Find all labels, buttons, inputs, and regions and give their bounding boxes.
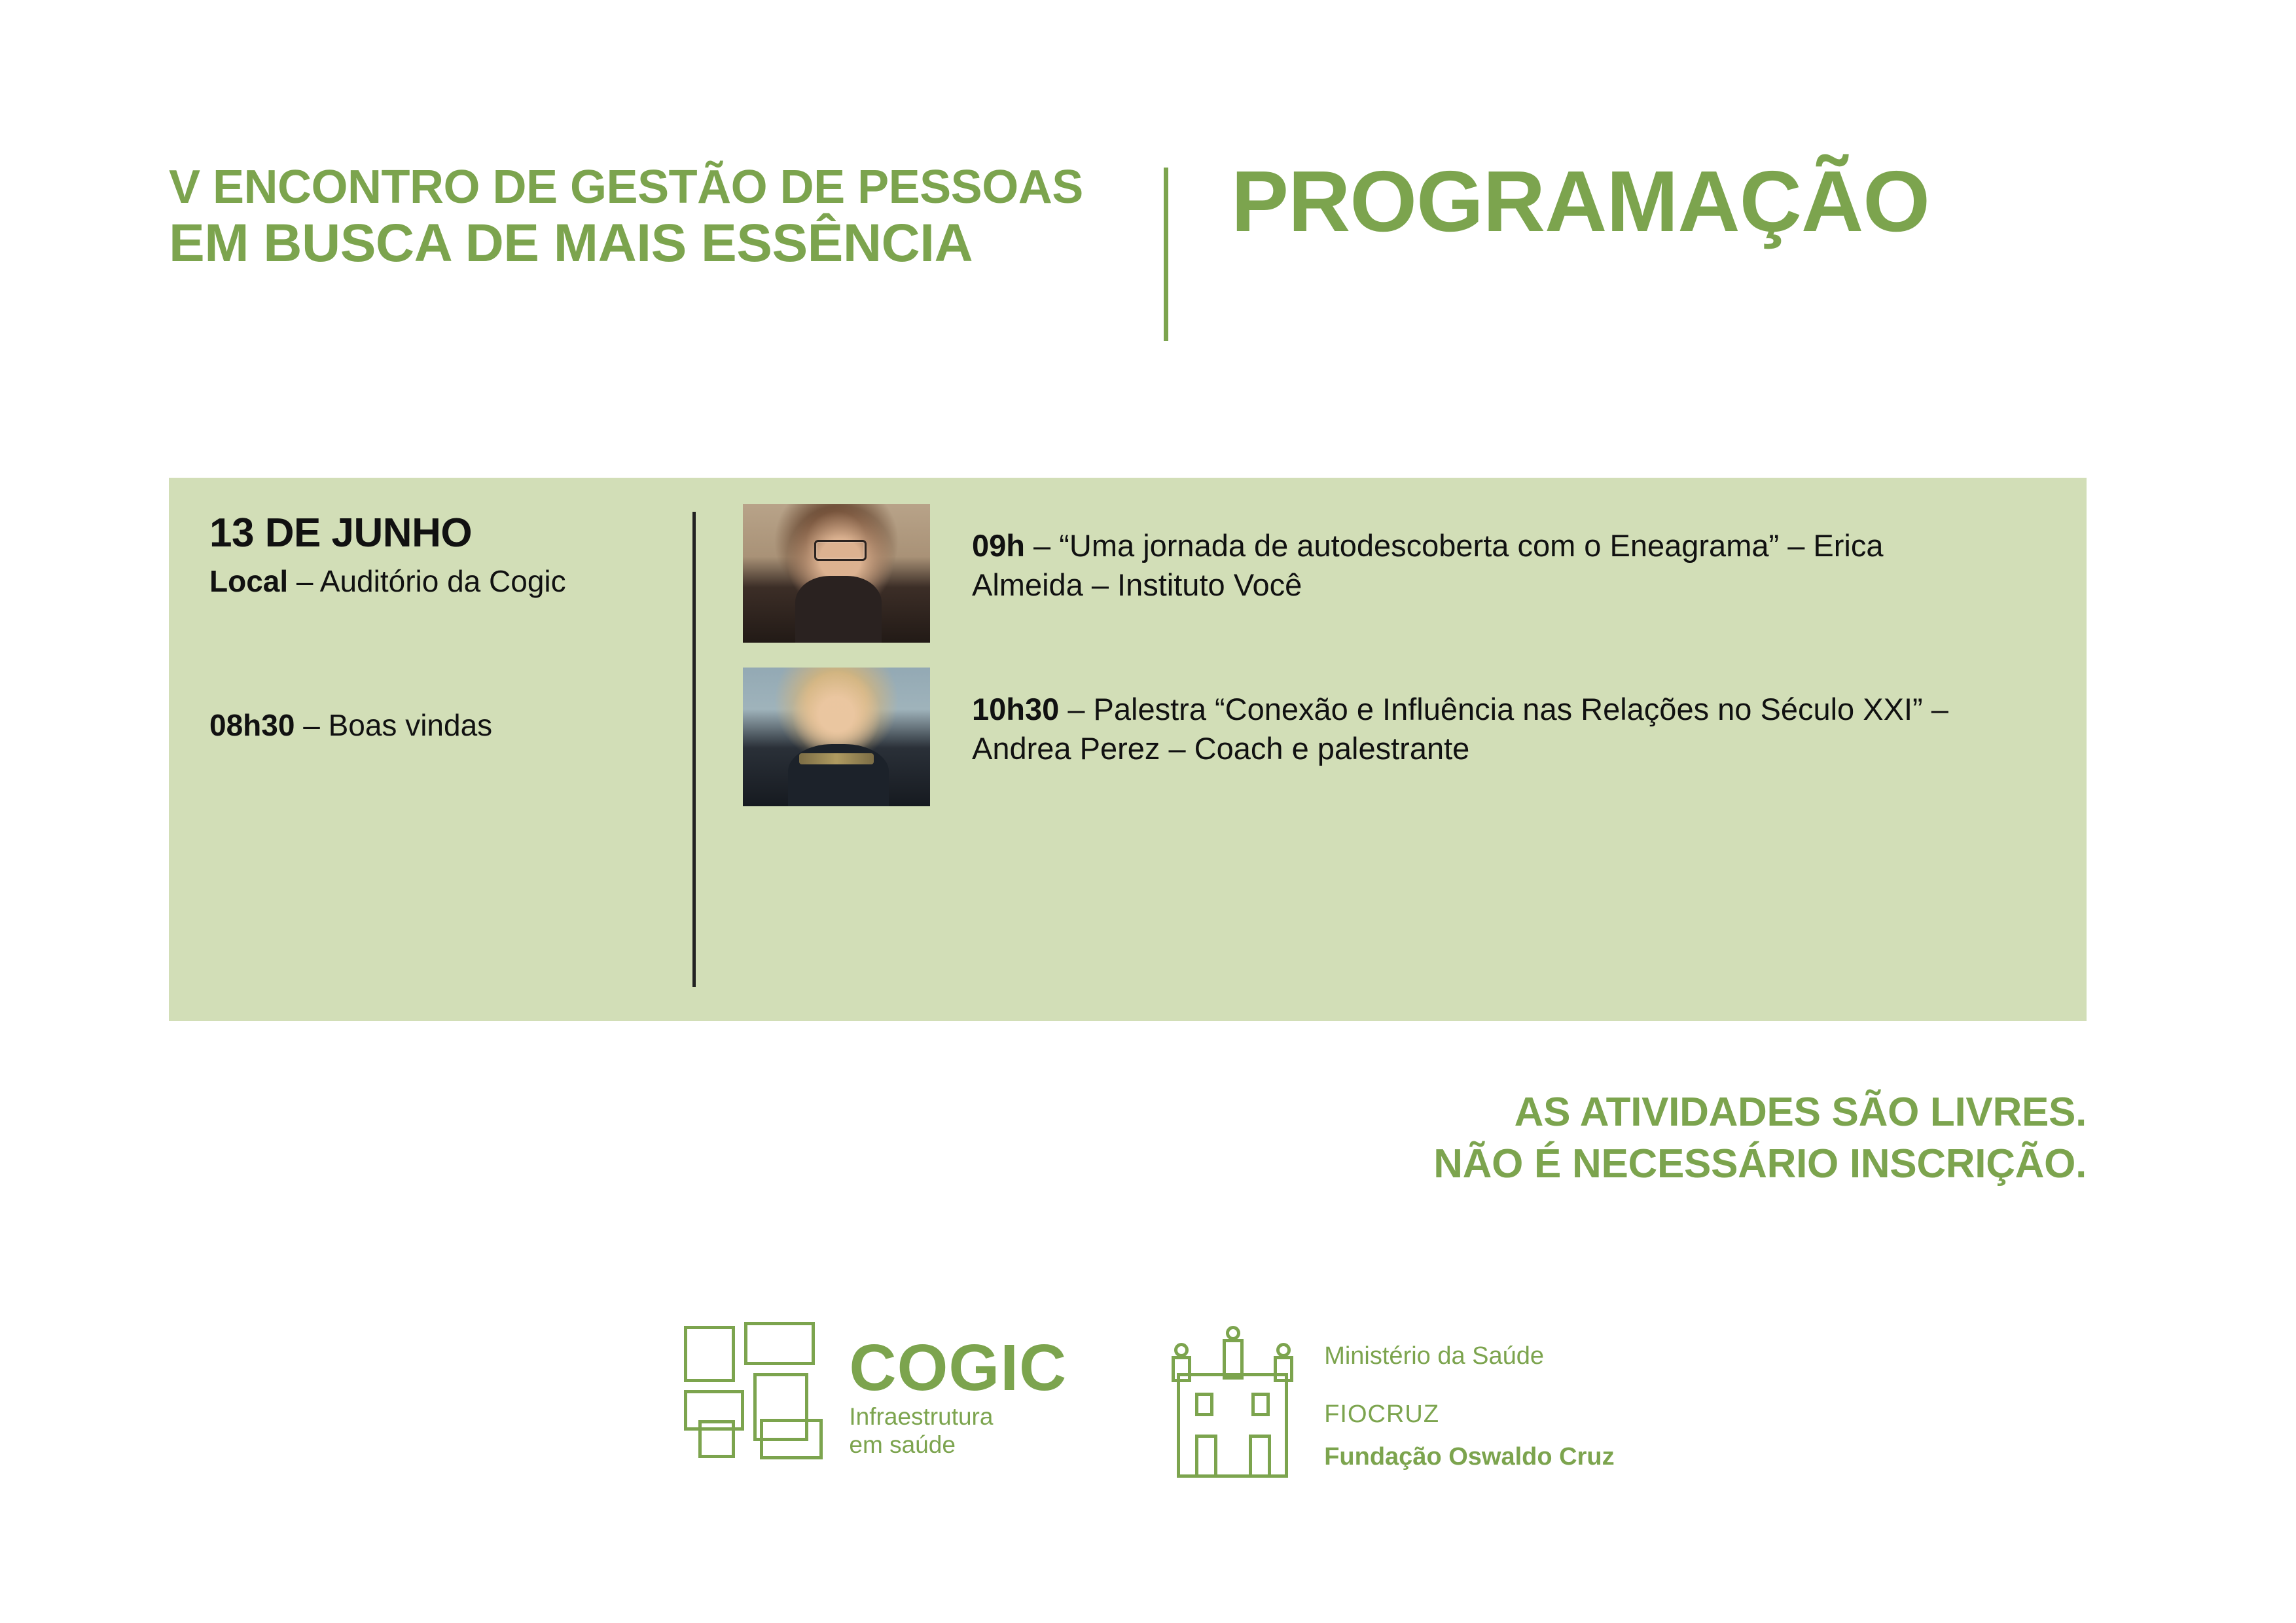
ministry-label: Ministério da Saúde	[1324, 1342, 1545, 1370]
welcome-description: – Boas vindas	[295, 708, 493, 743]
schedule-location	[209, 563, 692, 599]
event-title-line-1: V ENCONTRO DE GESTÃO DE PESSOAS	[169, 161, 1083, 213]
session-text	[930, 504, 1993, 605]
session-time: 10h30	[972, 692, 1060, 726]
fiocruz-castle-icon	[1165, 1330, 1299, 1480]
cogic-subtitle	[849, 1403, 1067, 1459]
location-value: – Auditório da Cogic	[288, 564, 566, 599]
schedule-panel-left	[169, 478, 692, 1021]
notice-block	[1433, 1086, 2087, 1190]
schedule-panel	[169, 478, 2087, 1021]
cogic-subtitle-line-1: Infraestrutura	[849, 1403, 994, 1431]
fiocruz-short-name: FIOCRUZ	[1324, 1400, 1440, 1428]
fiocruz-logo	[1165, 1322, 1614, 1480]
session-description: – Palestra “Conexão e Influência nas Relações no Século XXI” – Andrea Perez – Coach e palestrante	[972, 692, 1948, 766]
fiocruz-wordmark	[1324, 1330, 1614, 1471]
event-title-line-2: EM BUSCA DE MAIS ESSÊNCIA	[169, 213, 973, 274]
session-item	[743, 668, 2087, 806]
location-label: Local	[209, 564, 289, 599]
session-time: 09h	[972, 528, 1025, 563]
poster-header	[169, 153, 2132, 341]
welcome-time: 08h30	[209, 708, 295, 743]
page-title: PROGRAMAÇÃO	[1231, 153, 1929, 249]
session-item	[743, 504, 2087, 643]
andrea-perez-photo	[743, 668, 930, 806]
cogic-blocks-icon	[681, 1322, 832, 1463]
erica-almeida-photo	[743, 504, 930, 643]
cogic-logo	[681, 1322, 1067, 1463]
header-divider	[1164, 168, 1168, 341]
session-text	[930, 668, 1993, 768]
notice-line-1: AS ATIVIDADES SÃO LIVRES.	[1514, 1090, 2087, 1135]
cogic-title: COGIC	[849, 1331, 1067, 1405]
schedule-date: 13 DE JUNHO	[209, 510, 473, 556]
session-list	[696, 478, 2087, 1021]
footer-logos	[0, 1322, 2296, 1480]
session-description: – “Uma jornada de autodescoberta com o Eneagrama” – Erica Almeida – Instituto Você	[972, 528, 1884, 603]
cogic-wordmark	[849, 1325, 1067, 1459]
fiocruz-full-name: Fundação Oswaldo Cruz	[1324, 1442, 1615, 1471]
section-title-block	[1168, 153, 1929, 249]
notice-line-2: NÃO É NECESSÁRIO INSCRIÇÃO.	[1433, 1141, 2087, 1187]
event-title-block	[169, 161, 1164, 274]
cogic-subtitle-line-2: em saúde	[849, 1431, 956, 1458]
welcome-item	[209, 707, 692, 743]
